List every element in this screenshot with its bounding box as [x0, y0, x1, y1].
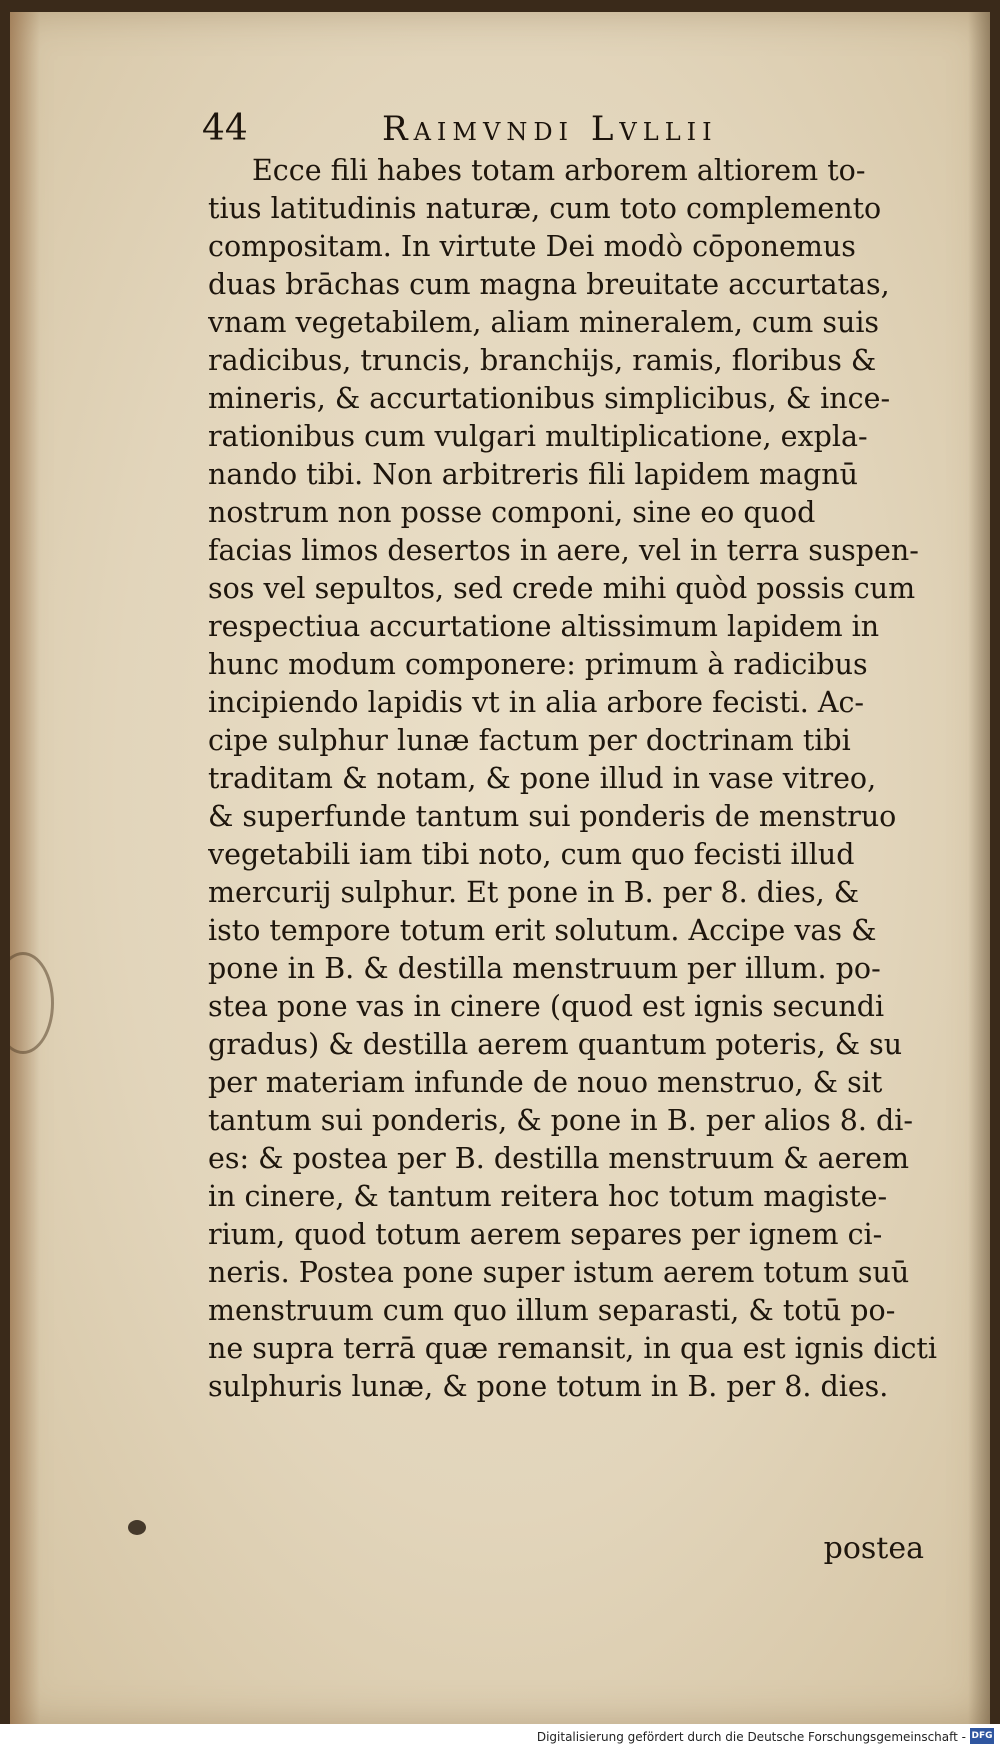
text-line: hunc modum componere: primum à radicibus: [208, 648, 868, 681]
spine-shadow: [10, 12, 40, 1724]
text-line: stea pone vas in cinere (quod est ignis secundi: [208, 990, 885, 1023]
text-line: pone in B. & destilla menstruum per illum. po-: [208, 952, 881, 985]
text-line: duas brāchas cum magna breuitate accurtatas,: [208, 268, 890, 301]
text-line: rium, quod totum aerem separes per ignem ci-: [208, 1218, 883, 1251]
text-line: nando tibi. Non arbitreris fili lapidem magnū: [208, 458, 858, 491]
ink-blot: [128, 1520, 146, 1535]
text-line: incipiendo lapidis vt in alia arbore fecisti. Ac-: [208, 686, 865, 719]
text-line: traditam & notam, & pone illud in vase vitreo,: [208, 762, 877, 795]
text-line: per materiam infunde de nouo menstruo, & sit: [208, 1066, 883, 1099]
text-line: & superfunde tantum sui ponderis de menstruo: [208, 800, 897, 833]
book-page: [10, 12, 990, 1724]
text-line: ne supra terrā quæ remansit, in qua est ignis dicti: [208, 1332, 938, 1365]
text-line: mineris, & accurtationibus simplicibus, & ince-: [208, 382, 891, 415]
clasp-impression-mark: [10, 952, 54, 1054]
text-line: in cinere, & tantum reitera hoc totum magiste-: [208, 1180, 888, 1213]
dfg-logo-icon: DFG: [970, 1728, 994, 1744]
text-line: vegetabili iam tibi noto, cum quo fecisti illud: [208, 838, 855, 871]
funding-credit: Digitalisierung gefördert durch die Deutsche Forschungsgemeinschaft -: [536, 1730, 966, 1744]
text-line: es: & postea per B. destilla menstruum & aerem: [208, 1142, 909, 1175]
page-edge-shadow: [968, 12, 990, 1724]
digitization-footer: [0, 1724, 1000, 1750]
text-line: neris. Postea pone super istum aerem totum suū: [208, 1256, 910, 1289]
text-line: isto tempore totum erit solutum. Accipe vas &: [208, 914, 877, 947]
text-line: facias limos desertos in aere, vel in terra suspen-: [208, 534, 919, 567]
running-head: Raimvndi Lvllii: [382, 109, 718, 149]
text-line: tius latitudinis naturæ, cum toto complemento: [208, 192, 882, 225]
text-line: compositam. In virtute Dei modò cōponemus: [208, 230, 856, 263]
text-line: menstruum cum quo illum separasti, & totū po-: [208, 1294, 896, 1327]
text-line: respectiua accurtatione altissimum lapidem in: [208, 610, 880, 643]
text-line: sulphuris lunæ, & pone totum in B. per 8. dies.: [208, 1370, 889, 1403]
page-number: 44: [202, 108, 248, 149]
body-text: [208, 152, 952, 1406]
text-line: radicibus, truncis, branchijs, ramis, floribus &: [208, 344, 877, 377]
catchword: postea: [823, 1531, 924, 1566]
text-line: mercurij sulphur. Et pone in B. per 8. dies, &: [208, 876, 860, 909]
text-line: rationibus cum vulgari multiplicatione, expla-: [208, 420, 868, 453]
text-line: sos vel sepultos, sed crede mihi quòd possis cum: [208, 572, 916, 605]
page-header: [202, 100, 962, 158]
text-line: tantum sui ponderis, & pone in B. per alios 8. di-: [208, 1104, 913, 1137]
text-line: nostrum non posse componi, sine eo quod: [208, 496, 816, 529]
text-line: gradus) & destilla aerem quantum poteris, & su: [208, 1028, 903, 1061]
text-line: Ecce fili habes totam arborem altiorem to-: [252, 154, 866, 187]
text-line: vnam vegetabilem, aliam mineralem, cum suis: [208, 306, 880, 339]
text-line: cipe sulphur lunæ factum per doctrinam tibi: [208, 724, 851, 757]
